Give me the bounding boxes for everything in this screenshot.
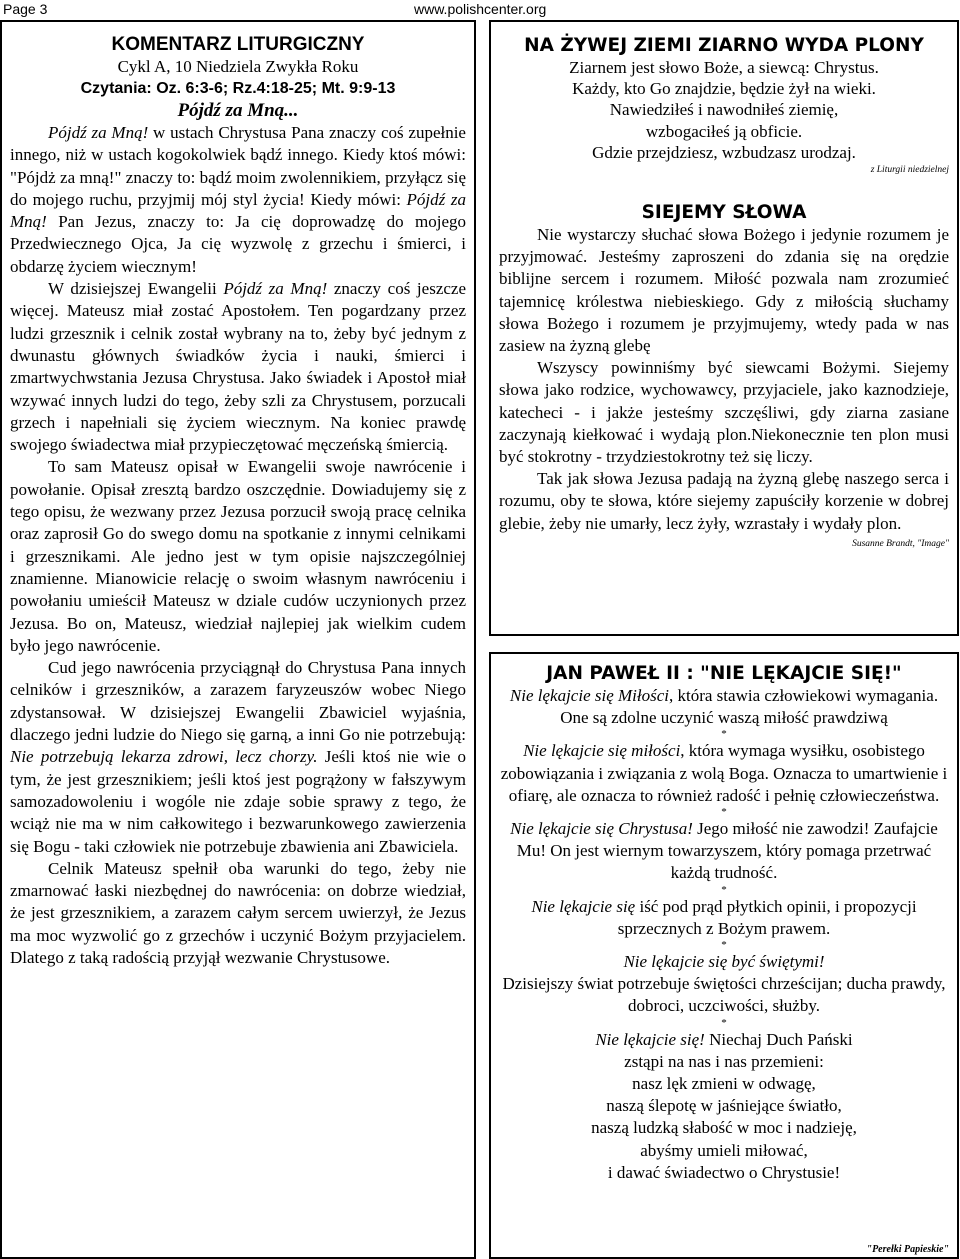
section-title: KOMENTARZ LITURGICZNY (111, 34, 365, 55)
sowing-title: SIEJEMY SŁOWA (641, 202, 807, 224)
stanza-line: naszą ślepotę w jaśniejące światło, (606, 1096, 842, 1116)
stanza: Nie lękajcie się! Niechaj Duch Pański (595, 1029, 853, 1049)
paragraph: Cud jego nawrócenia przyciągnął do Chrystusa Pana innych celników i grzeszników, a zarazem faryzeuszów wobec Niego zdystansował. W dzisiejszej Ewangelii Zbawiciel wyjaśnia, dlaczego jedni ludzie do Niego się garną, a inni Go nie potrzebują: Nie potrzebują lekarza zdrowi, lecz chorzy. Jeśli ktoś nie wie o tym, że jest grzesznikiem; jeśli ktoś jest pogrążony w fałszywym samozadowoleniu i wogóle nie zdaje sobie sprawy z tego, że wciąż nie ma w nim całkowitego i bezwarunkowego zawierzenia się Bogu - taki człowiek nie potrzebuje zbawienia ani Zbawiciela. (10, 658, 466, 856)
poem-line: wzbogaciłeś ją obficie. (645, 121, 803, 141)
paragraph: Celnik Mateusz spełnił oba warunki do tego, żeby nie zmarnować łaski niezbędnej do nawrócenia: on dobrze wiedział, że jest grzesznikiem, a zarazem całym sercem uwierzył, że Jezus ma moc wyzwolić go z grzechów i uczynić Bożym przyjacielem. Dlatego z taką radością przyjął wezwanie Chrystusowe. (10, 858, 466, 967)
commentary-text (10, 122, 466, 969)
paragraph: Tak jak słowa Jezusa padają na żyzną glebę naszego serca i rozumu, oby te słowa, które siejemy zapuściły korzenie w dobrej glebie, żeby nie umarły, lecz żyły, wzrastały i wydały plon. (499, 469, 949, 533)
stanza-line: i dawać świadectwo o Chrystusie! (607, 1162, 841, 1182)
page-header (0, 0, 960, 20)
paragraph: Wszyscy powinniśmy być siewcami Bożymi. Siejemy słowa jako rodzice, wychowawcy, przyjaciele, jako kaznodzieje, katecheci - i jakże jesteśmy szczęśliwi, gdy ziarna zasiane zaczynają kiełkować i wydają plon.Niekonecznie ten plon musi być stokrotny - trzydziestokrotny też się liczy. (499, 358, 949, 467)
paragraph: To sam Mateusz opisał w Ewangelii swoje nawrócenie i powołanie. Opisał zresztą bardzo oszczędnie. Dowiadujemy się z tego opisu, że wezwany przez Jezusa porzucił swoją pracę celnika oraz zaprosił Go do swego domu na spotkanie z innymi celnikami i grzesznikami. Ale jedno jest w tym opisie najszczególniej znamienne. Mianowicie relację o swoim własnym nawróceniu i powołaniu umieścił Mateusz w dziale cudów uczynionych przez Jezusa. Bo on, Mateusz, wiedział najlepiej jak wielkim cudem było jego nawrócenie. (10, 457, 466, 655)
stanza: Nie lękajcie się Miłości, która stawia człowiekowi wymagania. One są zdolne uczynić waszą miłość prawdziwą (509, 686, 939, 728)
stanza: Nie lękajcie się Chrystusa! Jego miłość nie zawodzi! Zaufajcie Mu! On jest wiernym towarzyszem, który pomaga przetrwać każdą trudność. (510, 819, 938, 883)
stanza: Dzisiejszy świat potrzebuje świętości chrześcijan; ducha prawdy, dobroci, uczciwości, służby. (502, 974, 946, 1016)
jp-title: JAN PAWEŁ II : "NIE LĘKAJCIE SIĘ!" (546, 663, 902, 684)
star-divider: * (721, 1016, 727, 1029)
poem-title: NA ŻYWEJ ZIEMI ZIARNO WYDA PLONY (524, 35, 924, 56)
liturgical-cycle: Cykl A, 10 Niedziela Zwykła Roku (117, 57, 359, 76)
paragraph: W dzisiejszej Ewangelii Pójdź za Mną! znaczy coś jeszcze więcej. Mateusz miał zostać Apostołem. Ten pogardzany przez ludzi grzesznik i celnik został wybrany na to, żeby być jednym z dwunastu głównych świadków życia i nauki, śmierci i zmartwychwstania Jezusa Chrystusa. Jako świadek i Apostoł miał wzywać innych ludzi do tego, żeby szli za Chrystusem, porzucali grzech i napełniali się życiem wiecznym. Na koniec prawdę swojego świadectwa miał przypieczętować męczeńską śmiercią. (10, 279, 466, 455)
right-top-box (489, 20, 959, 636)
john-paul-ii-box (489, 652, 959, 1259)
stanza: Nie lękajcie się iść pod prąd płytkich opinii, i propozycji sprzecznych z Bożym prawem. (531, 896, 917, 938)
paragraph: Nie wystarczy słuchać słowa Bożego i jedynie rozumem je przyjmować. Jesteśmy zaproszeni do zdania się na orędzie biblijne sercem i rozumem. Miłość pozwala nam zrozumieć tajemnicę królestwa niebieskiego. Gdy z miłością słuchamy słowa Bożego i rozumem je przyjmujemy, wtedy pada w nas zasiew na żyzną glebę (499, 225, 949, 356)
motto: Pójdź za Mną... (177, 100, 299, 121)
poem-line: Nawiedziłeś i nawodniłeś ziemię, (609, 100, 839, 120)
sowing-credit: Susanne Brandt, "Image" (852, 538, 949, 549)
stanza-line: abyśmy umieli miłować, (640, 1140, 808, 1160)
star-divider: * (721, 883, 727, 896)
stanza-line: zstąpi na nas i nas przemieni: (624, 1051, 824, 1071)
stanza-heading: Nie lękajcie się być świętymi! (623, 952, 825, 972)
website-url[interactable]: www.polishcenter.org (414, 1, 547, 17)
paragraph: Pójdź za Mną! w ustach Chrystusa Pana znaczy coś zupełnie innego, niż w ustach kogokolwiek bądź innego. Kiedy ktoś mówi: "Pójdż za mną!" znaczy to: bądź moim zwolennikiem, przyłącz się do mojego ruchu, przyjmij mój styl życia! Kiedy mówi: Pójdź za Mną! Pan Jezus, znaczy to: Ja cię doprowadzę do mojego Przedwiecznego Ojca, Ja cię wyzwolę z grzechu i śmierci, i obdarzę życiem wiecznym! (10, 123, 466, 276)
poem-line: Gdzie przejdziesz, wzbudzasz urodzaj. (592, 142, 856, 162)
readings: Czytania: Oz. 6:3-6; Rz.4:18-25; Mt. 9:9-13 (80, 80, 396, 97)
page-number: Page 3 (3, 1, 48, 17)
star-divider: * (721, 939, 727, 952)
poem-line: Ziarnem jest słowo Boże, a siewcą: Chrystus. (569, 58, 879, 77)
stanza-line: naszą ludzką słabość w moc i nadzieję, (591, 1118, 857, 1138)
jp-credit: "Perełki Papieskie" (866, 1244, 949, 1255)
sowing-text (499, 224, 949, 535)
stanza: Nie lękajcie się miłości, która wymaga wysiłku, osobistego zobowiązania i związania z wolą Boga. Oznacza to umartwienie i ofiarę, ale oznacza to również radość i pełnię człowieczeństwa. (500, 741, 948, 805)
jp-text (499, 685, 949, 1184)
stanza-line: nasz lęk zmieni w odwagę, (632, 1074, 816, 1094)
poem-section (499, 34, 949, 177)
sowing-section (499, 201, 949, 551)
star-divider: * (721, 806, 727, 819)
poem-line: Każdy, kto Go znajdzie, będzie żył na wieki. (572, 79, 876, 99)
liturgical-commentary-box (0, 20, 476, 1259)
star-divider: * (721, 728, 727, 741)
poem-credit: z Liturgii niedzielnej (870, 165, 949, 176)
